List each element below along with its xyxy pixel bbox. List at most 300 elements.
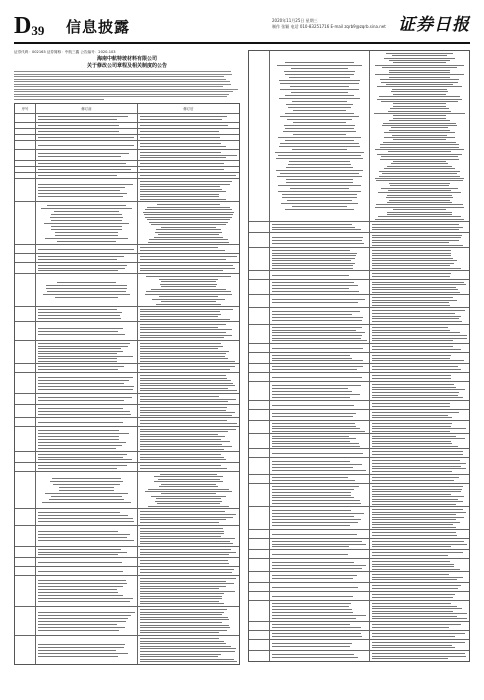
stock-code-line: 证券代码：002163 证券简称：中航三鑫 公告编号：2020-103 <box>14 50 116 54</box>
cell-text-line <box>38 361 117 362</box>
cell-text-line <box>38 196 123 197</box>
cell-text-line <box>38 383 124 384</box>
cell-text-line <box>140 351 229 352</box>
text-line <box>14 99 104 100</box>
cell-text-line <box>275 152 364 153</box>
cell-text-line <box>140 601 219 602</box>
after-cell <box>370 382 469 400</box>
cell-text-line <box>288 107 351 108</box>
cell-text-line <box>140 656 218 657</box>
row-index-cell <box>249 344 270 352</box>
cell-text-line <box>272 405 354 406</box>
table-row <box>249 651 469 661</box>
cell-text-line <box>38 621 126 622</box>
table-row <box>249 572 469 583</box>
cell-text-line <box>272 636 362 637</box>
cell-text-line <box>372 276 450 277</box>
before-cell <box>36 173 138 178</box>
row-index-cell <box>249 601 270 621</box>
after-cell <box>138 636 239 664</box>
cell-text-line <box>140 346 223 347</box>
row-index-cell <box>15 418 36 426</box>
table-row <box>249 484 469 507</box>
table-row <box>249 222 469 233</box>
cell-text-line <box>140 268 235 269</box>
cell-text-line <box>152 299 225 300</box>
cell-text-line <box>145 209 232 210</box>
cell-text-line <box>281 203 357 204</box>
table-row <box>15 427 239 452</box>
cell-text-line <box>272 431 365 432</box>
cell-text-line <box>151 224 226 225</box>
cell-text-line <box>272 263 355 264</box>
after-cell <box>370 222 469 232</box>
before-cell <box>36 167 138 172</box>
row-index-cell <box>249 458 270 474</box>
cell-text-line <box>38 397 132 398</box>
cell-text-line <box>38 169 131 170</box>
cell-text-line <box>272 510 351 511</box>
before-cell <box>36 373 138 393</box>
cell-text-line <box>55 297 117 298</box>
cell-text-line <box>38 552 127 553</box>
table-row <box>15 567 239 576</box>
cell-text-line <box>140 324 226 325</box>
cell-text-line <box>278 137 360 138</box>
cell-text-line <box>140 630 227 631</box>
row-index-cell <box>249 592 270 600</box>
cell-text-line <box>38 630 119 631</box>
row-index-cell <box>15 405 36 417</box>
cell-text-line <box>272 492 351 493</box>
cell-text-line <box>50 481 123 482</box>
cell-text-line <box>38 647 124 648</box>
after-cell <box>370 507 469 529</box>
table-row <box>15 254 239 263</box>
before-cell <box>270 651 370 661</box>
cell-text-line <box>372 403 450 404</box>
before-cell <box>36 427 138 451</box>
table-row <box>15 245 239 254</box>
cell-text-line <box>38 589 117 590</box>
cell-text-line <box>38 433 129 434</box>
cell-text-line <box>372 499 458 500</box>
cell-text-line <box>372 268 461 269</box>
cell-text-line <box>289 161 350 162</box>
cell-text-line <box>140 588 219 589</box>
cell-text-line <box>279 146 360 147</box>
cell-text-line <box>372 397 463 398</box>
cell-text-line <box>38 315 120 316</box>
cell-text-line <box>140 401 228 402</box>
cell-text-line <box>372 321 462 322</box>
after-cell <box>138 141 239 149</box>
cell-text-line <box>54 211 120 212</box>
cell-text-line <box>38 595 123 596</box>
cell-text-line <box>140 396 219 397</box>
cell-text-line <box>272 366 363 367</box>
cell-text-line <box>372 263 454 264</box>
cell-text-line <box>140 638 219 639</box>
header-after: 修订后 <box>183 107 194 111</box>
cell-text-line <box>161 286 215 287</box>
cell-text-line <box>38 389 133 390</box>
cell-text-line <box>38 156 121 157</box>
cell-text-line <box>38 598 133 599</box>
cell-text-line <box>143 212 234 213</box>
cell-text-line <box>280 143 359 144</box>
cell-text-line <box>272 260 351 261</box>
cell-text-line <box>279 98 360 99</box>
row-index-cell <box>15 526 36 546</box>
text-line <box>14 96 227 97</box>
cell-text-line <box>140 643 226 644</box>
cell-text-line <box>372 426 451 427</box>
cell-text-line <box>140 528 223 529</box>
after-cell <box>138 274 239 306</box>
before-cell <box>270 373 370 381</box>
before-cell <box>270 572 370 582</box>
cell-text-line <box>272 624 350 625</box>
cell-text-line <box>44 223 130 224</box>
before-cell <box>36 254 138 262</box>
cell-text-line <box>283 131 356 132</box>
row-index-cell <box>249 559 270 571</box>
cell-text-line <box>286 179 354 180</box>
cell-text-line <box>285 209 354 210</box>
cell-text-line <box>38 125 119 126</box>
cell-text-line <box>38 358 117 359</box>
cell-text-line <box>140 593 224 594</box>
cell-text-line <box>285 140 354 141</box>
cell-text-line <box>280 173 359 174</box>
table-row <box>249 280 469 295</box>
before-cell <box>270 539 370 549</box>
cell-text-line <box>372 265 450 266</box>
cell-text-line <box>372 627 449 628</box>
before-cell <box>36 452 138 462</box>
row-index-cell <box>15 472 36 508</box>
cell-text-line <box>38 256 124 257</box>
cell-text-line <box>286 182 353 183</box>
table-row <box>249 325 469 344</box>
cell-text-line <box>272 258 355 259</box>
after-cell <box>138 364 239 372</box>
row-index-cell <box>249 640 270 650</box>
row-index-cell <box>249 631 270 639</box>
before-cell <box>270 233 370 247</box>
cell-text-line <box>372 566 454 567</box>
masthead-rule <box>14 42 470 44</box>
cell-text-line <box>372 512 466 513</box>
before-cell <box>270 622 370 630</box>
cell-text-line <box>272 615 366 616</box>
cell-text-line <box>272 627 361 628</box>
after-cell <box>138 161 239 166</box>
cell-text-line <box>272 388 348 389</box>
cell-text-line <box>38 644 125 645</box>
before-cell <box>36 114 138 122</box>
cell-text-line <box>372 524 453 525</box>
table-row <box>249 421 469 434</box>
cell-text-line <box>161 227 215 228</box>
cell-text-line <box>140 627 230 628</box>
cell-text-line <box>372 327 448 328</box>
cell-text-line <box>372 555 448 556</box>
cell-text-line <box>372 588 458 589</box>
cell-text-line <box>272 335 362 336</box>
row-index-cell <box>249 325 270 343</box>
cell-text-line <box>140 196 219 197</box>
after-cell <box>138 173 239 178</box>
table-row <box>249 410 469 421</box>
cell-text-line <box>38 549 121 550</box>
cell-text-line <box>272 562 354 563</box>
announcement-title-line2: 关于修改公司章程及相关制度的公告 <box>86 63 167 69</box>
table-row <box>15 526 239 547</box>
cell-text-line <box>140 536 221 537</box>
cell-text-line <box>272 467 353 468</box>
row-index-cell <box>15 509 36 525</box>
cell-text-line <box>272 253 357 254</box>
cell-text-line <box>272 426 356 427</box>
after-cell <box>138 576 239 606</box>
after-cell <box>370 280 469 294</box>
cell-text-line <box>372 535 457 536</box>
table-row <box>15 364 239 373</box>
cell-text-line <box>287 119 351 120</box>
cell-text-line <box>140 380 231 381</box>
date-line: 2020年11月25日 星期三 <box>272 18 318 23</box>
cell-text-line <box>272 486 359 487</box>
after-cell <box>138 114 239 122</box>
cell-text-line <box>372 358 450 359</box>
cell-text-line <box>38 592 118 593</box>
cell-text-line <box>38 145 134 146</box>
cell-text-line <box>272 513 364 514</box>
cell-text-line <box>38 163 126 164</box>
cell-text-line <box>272 525 350 526</box>
row-index-cell <box>15 427 36 451</box>
after-cell <box>370 51 469 221</box>
cell-text-line <box>140 549 231 550</box>
cell-text-line <box>372 332 460 333</box>
cell-text-line <box>38 268 125 269</box>
cell-text-line <box>272 544 366 545</box>
table-row <box>249 530 469 539</box>
after-cell <box>370 592 469 600</box>
cell-text-line <box>372 300 457 301</box>
cell-text-line <box>280 116 360 117</box>
cell-text-line <box>57 282 116 283</box>
cell-text-line <box>372 340 453 341</box>
cell-text-line <box>51 496 122 497</box>
cell-text-line <box>372 546 451 547</box>
table-row <box>15 547 239 558</box>
cell-text-line <box>272 646 350 647</box>
cell-text-line <box>140 617 228 618</box>
cell-text-line <box>38 618 128 619</box>
before-cell <box>36 274 138 306</box>
cell-text-line <box>372 633 465 634</box>
cell-text-line <box>272 377 362 378</box>
cell-text-line <box>140 137 220 138</box>
cell-text-line <box>140 457 224 458</box>
table-row <box>249 592 469 601</box>
cell-text-line <box>140 329 232 330</box>
left-column <box>14 50 240 665</box>
row-index-cell <box>249 51 270 221</box>
table-row <box>249 344 469 353</box>
cell-text-line <box>38 328 123 329</box>
cell-text-line <box>372 255 451 256</box>
after-cell <box>138 123 239 128</box>
cell-text-line <box>159 279 219 280</box>
cell-text-line <box>140 591 235 592</box>
table-row <box>249 458 469 475</box>
cell-text-line <box>160 284 217 285</box>
cell-text-line <box>280 89 360 90</box>
cell-text-line <box>140 511 225 512</box>
table-row <box>15 418 239 427</box>
row-index-cell <box>249 550 270 558</box>
before-cell <box>270 434 370 448</box>
cell-text-line <box>140 399 236 400</box>
cell-text-line <box>140 514 236 515</box>
cell-text-line <box>372 552 463 553</box>
after-cell <box>370 271 469 279</box>
cell-text-line <box>140 619 229 620</box>
before-cell <box>36 161 138 166</box>
cell-text-line <box>140 622 222 623</box>
cell-text-line <box>272 282 354 283</box>
cell-text-line <box>272 348 363 349</box>
cell-text-line <box>146 276 232 277</box>
before-cell <box>270 280 370 294</box>
cell-text-line <box>280 83 359 84</box>
row-index-cell <box>15 141 36 149</box>
cell-text-line <box>372 574 449 575</box>
cell-text-line <box>140 361 235 362</box>
cell-text-line <box>55 235 118 236</box>
cell-text-line <box>272 546 349 547</box>
cell-text-line <box>372 618 467 619</box>
cell-text-line <box>276 170 363 171</box>
cell-text-line <box>59 490 115 491</box>
cell-text-line <box>140 143 221 144</box>
before-cell <box>270 640 370 650</box>
cell-text-line <box>293 122 346 123</box>
cell-text-line <box>140 420 227 421</box>
table-row <box>249 382 469 401</box>
cell-text-line <box>372 496 464 497</box>
cell-text-line <box>282 197 357 198</box>
cell-text-line <box>38 184 133 185</box>
cell-text-line <box>372 454 463 455</box>
cell-text-line <box>38 193 127 194</box>
cell-text-line <box>272 327 362 328</box>
cell-text-line <box>38 430 119 431</box>
before-cell <box>270 325 370 343</box>
cell-text-line <box>38 653 128 654</box>
cell-text-line <box>38 540 134 541</box>
cell-text-line <box>272 317 363 318</box>
row-index-cell <box>15 373 36 393</box>
before-cell <box>36 179 138 201</box>
cell-text-line <box>140 454 221 455</box>
cell-text-line <box>140 614 222 615</box>
cell-text-line <box>140 119 222 120</box>
cell-text-line <box>140 572 232 573</box>
cell-text-line <box>38 518 133 519</box>
row-index-cell <box>249 410 270 420</box>
cell-text-line <box>158 234 220 235</box>
after-cell <box>138 567 239 575</box>
cell-text-line <box>272 265 353 266</box>
cell-text-line <box>140 641 224 642</box>
cell-text-line <box>290 86 350 87</box>
cell-text-line <box>372 349 461 350</box>
after-cell <box>138 341 239 363</box>
table-row <box>15 150 239 161</box>
cell-text-line <box>52 478 121 479</box>
cell-text-line <box>278 185 360 186</box>
cell-text-line <box>372 384 454 385</box>
table-row <box>15 472 239 509</box>
before-cell <box>270 592 370 600</box>
cell-text-line <box>140 596 222 597</box>
cell-text-line <box>140 646 231 647</box>
row-index-cell <box>249 434 270 448</box>
cell-text-line <box>140 247 218 248</box>
cell-text-line <box>140 410 226 411</box>
header-index: 序号 <box>15 104 36 113</box>
before-cell <box>270 382 370 400</box>
text-line <box>14 84 231 85</box>
cell-text-line <box>272 394 360 395</box>
table-row <box>15 607 239 636</box>
cell-text-line <box>159 296 218 297</box>
row-index-cell <box>249 401 270 409</box>
cell-text-line <box>372 471 452 472</box>
cell-text-line <box>144 214 233 215</box>
cell-text-line <box>140 415 232 416</box>
table-row <box>249 559 469 572</box>
after-cell <box>370 364 469 372</box>
row-index-cell <box>15 167 36 172</box>
text-line <box>14 86 223 87</box>
cell-text-line <box>38 334 125 335</box>
cell-text-line <box>372 653 465 654</box>
cell-text-line <box>140 552 236 553</box>
masthead <box>14 10 470 42</box>
before-cell <box>36 341 138 363</box>
cell-text-line <box>140 578 236 579</box>
edition-meta <box>272 18 386 30</box>
after-cell <box>370 559 469 571</box>
cell-text-line <box>372 577 463 578</box>
cell-text-line <box>372 378 451 379</box>
cell-text-line <box>372 603 451 604</box>
cell-text-line <box>272 332 365 333</box>
before-cell <box>36 405 138 417</box>
row-index-cell <box>249 222 270 232</box>
cell-text-line <box>53 484 119 485</box>
cell-text-line <box>47 205 125 206</box>
cell-text-line <box>272 360 363 361</box>
cell-text-line <box>140 517 233 518</box>
before-cell <box>270 559 370 571</box>
